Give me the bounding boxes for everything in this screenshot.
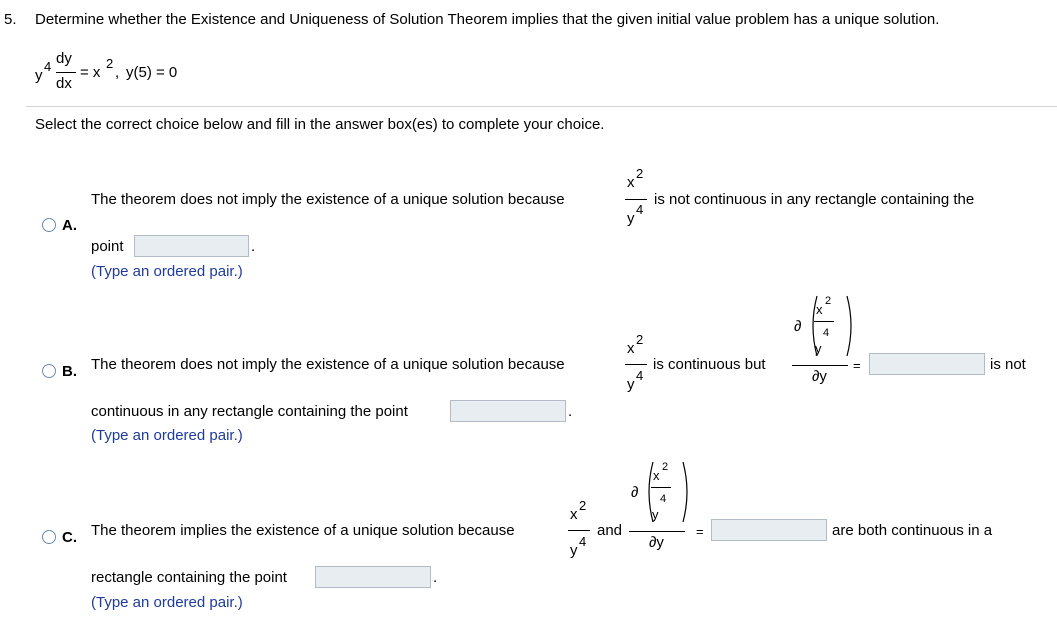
radio-b[interactable] (42, 364, 56, 378)
partial-c-den: ∂y (649, 534, 664, 551)
eq-dy: dy (56, 50, 72, 67)
frac-a-bar (625, 199, 647, 200)
choice-c-text4: rectangle containing the point (91, 569, 287, 586)
choice-b-text3: is not (990, 356, 1026, 373)
radio-a[interactable] (42, 218, 56, 232)
frac-a-den: y (627, 210, 635, 227)
partial-b-inner-den-exp: 4 (823, 327, 830, 339)
partial-c-inner-bar (651, 487, 671, 488)
choice-b-hint: (Type an ordered pair.) (91, 427, 243, 444)
partial-b-inner-bar (814, 321, 834, 322)
partial-c-inner-num-exp: 2 (662, 461, 669, 473)
frac-c-num-exp: 2 (579, 498, 587, 513)
frac-a-num-exp: 2 (636, 166, 644, 181)
choice-c-hint: (Type an ordered pair.) (91, 594, 243, 611)
answer-box-c-derivative[interactable] (711, 519, 827, 541)
answer-box-a-point[interactable] (134, 235, 249, 257)
partial-c-inner-den-exp: 4 (660, 493, 667, 505)
partial-b-inner-num: x (816, 302, 823, 317)
choice-b-text2: is continuous but (653, 356, 766, 373)
choice-c-text3: are both continuous in a (832, 522, 993, 539)
choice-b-text1: The theorem does not imply the existence of a unique solution because (91, 356, 565, 373)
partial-c-symbol: ∂ (631, 484, 639, 501)
eq-y-exponent: 4 (44, 59, 52, 74)
frac-a-num: x (627, 174, 635, 191)
choice-a-text1: The theorem does not imply the existence of a unique solution because (91, 191, 565, 208)
frac-b-num-exp: 2 (636, 332, 644, 347)
frac-b-den: y (627, 376, 635, 393)
frac-c-den-exp: 4 (579, 534, 587, 549)
frac-c-num: x (570, 506, 578, 523)
eq-comma: , (115, 64, 120, 81)
question-text: Determine whether the Existence and Uniqueness of Solution Theorem implies that the given initial value problem has a unique solution. (35, 11, 940, 28)
frac-b-den-exp: 4 (636, 368, 644, 383)
eq-dx: dx (56, 75, 72, 92)
choice-c-text1: The theorem implies the existence of a unique solution because (91, 522, 515, 539)
radio-c[interactable] (42, 530, 56, 544)
partial-c-equals: = (696, 524, 704, 539)
choice-a-letter: A. (62, 217, 77, 234)
choice-c-period: . (433, 569, 438, 586)
frac-b-num: x (627, 340, 635, 357)
answer-box-c-point[interactable] (315, 566, 431, 588)
choice-a-text3: point (91, 238, 124, 255)
choice-a-text2: is not continuous in any rectangle containing the (654, 191, 975, 208)
choice-b-text4: continuous in any rectangle containing the point (91, 403, 408, 420)
partial-c-inner-num: x (653, 468, 660, 483)
frac-a-den-exp: 4 (636, 202, 644, 217)
eq-initial-condition: y(5) = 0 (126, 64, 178, 81)
answer-box-b-derivative[interactable] (869, 353, 985, 375)
eq-y: y (35, 67, 43, 84)
partial-b-equals: = (853, 358, 861, 373)
choice-b-letter: B. (62, 363, 77, 380)
divider (26, 106, 1057, 107)
eq-x-exponent: 2 (106, 56, 114, 71)
choice-a-hint: (Type an ordered pair.) (91, 263, 243, 280)
frac-c-den: y (570, 542, 578, 559)
partial-b-bar (792, 365, 848, 366)
eq-fraction-bar (56, 72, 76, 73)
partial-b-symbol: ∂ (794, 318, 802, 335)
partial-c-bar (629, 531, 685, 532)
question-number: 5. (4, 11, 17, 28)
partial-b-inner-den: y (815, 341, 822, 356)
choice-c-text2: and (597, 522, 623, 539)
choice-c-letter: C. (62, 529, 77, 546)
answer-box-b-point[interactable] (450, 400, 566, 422)
frac-c-bar (568, 530, 590, 531)
instruction-text: Select the correct choice below and fill in the answer box(es) to complete your choice. (35, 116, 605, 133)
frac-b-bar (625, 364, 647, 365)
partial-c-inner-den: y (652, 507, 659, 522)
choice-b-period: . (568, 403, 573, 420)
choice-a-period: . (251, 238, 256, 255)
eq-equals-x: = x (80, 64, 101, 81)
partial-b-den: ∂y (812, 368, 827, 385)
partial-b-inner-num-exp: 2 (825, 295, 832, 307)
